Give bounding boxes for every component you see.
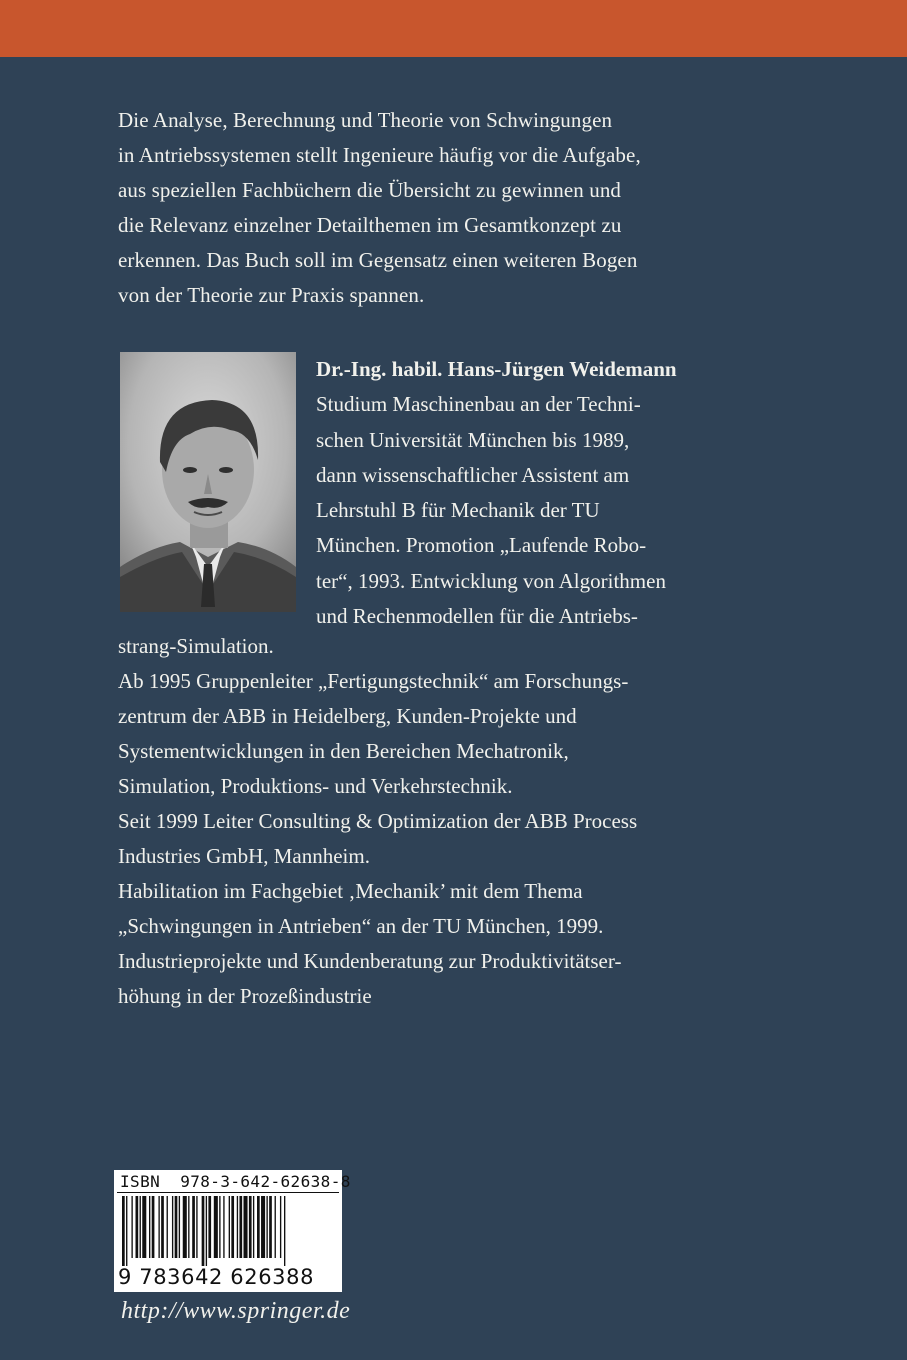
blurb-line: erkennen. Das Buch soll im Gegensatz einen weiteren Bogen	[118, 248, 638, 272]
blurb-line: von der Theorie zur Praxis spannen.	[118, 283, 425, 307]
barcode-bar	[149, 1196, 150, 1258]
barcode-bar	[131, 1196, 132, 1258]
barcode-bar	[179, 1196, 180, 1258]
barcode-bar	[196, 1196, 197, 1258]
barcode-bar	[188, 1196, 189, 1258]
barcode-bar	[183, 1196, 187, 1258]
bio-line: strang-Simulation.	[118, 634, 274, 658]
bio-line: Ab 1995 Gruppenleiter „Fertigungstechnik“ am Forschungs-	[118, 669, 629, 693]
barcode-bar	[161, 1196, 164, 1258]
barcode-bar	[239, 1196, 242, 1258]
bio-line: München. Promotion „Laufende Robo-	[316, 533, 647, 558]
bio-line: ter“, 1993. Entwicklung von Algorithmen	[316, 568, 666, 593]
barcode-bar	[275, 1196, 276, 1258]
barcode-bar	[192, 1196, 195, 1258]
barcode-bar	[158, 1196, 159, 1258]
author-bio-full	[118, 629, 637, 1014]
barcode-bar	[284, 1196, 285, 1266]
bio-line: schen Universität München bis 1989,	[316, 427, 630, 452]
barcode-bar	[231, 1196, 234, 1258]
barcode-bar	[206, 1196, 207, 1266]
bio-line: Habilitation im Fachgebiet ‚Mechanik’ mit dem Thema	[118, 879, 583, 903]
isbn-label: ISBN 978-3-642-62638-8	[120, 1172, 351, 1191]
blurb-line: die Relevanz einzelner Detailthemen im Gesamtkonzept zu	[118, 213, 622, 237]
barcode-bar	[202, 1196, 205, 1266]
barcode-bar	[280, 1196, 281, 1258]
barcode-digits: 9 783642 626388	[118, 1265, 315, 1289]
barcode-bar	[237, 1196, 238, 1258]
bio-line: Seit 1999 Leiter Consulting & Optimization der ABB Process	[118, 809, 638, 833]
blurb-line: aus speziellen Fachbüchern die Übersicht zu gewinnen und	[118, 178, 622, 202]
isbn-divider	[117, 1192, 339, 1193]
barcode-bar	[122, 1196, 125, 1266]
bio-line: und Rechenmodellen für die Antriebs-	[316, 604, 638, 629]
barcode-bars-icon	[122, 1196, 334, 1266]
bio-line: Lehrstuhl B für Mechanik der TU	[316, 498, 600, 523]
bio-line: zentrum der ABB in Heidelberg, Kunden-Projekte und	[118, 704, 577, 728]
barcode-bar	[140, 1196, 141, 1258]
barcode-bar	[142, 1196, 146, 1258]
barcode-bar	[214, 1196, 218, 1258]
top-color-band	[0, 0, 907, 57]
author-name: Dr.-Ing. habil. Hans-Jürgen Weidemann	[316, 357, 677, 381]
barcode-bar	[219, 1196, 220, 1258]
bio-line: Industrieprojekte und Kundenberatung zur Produktivitätser-	[118, 949, 622, 973]
barcode-bar	[152, 1196, 155, 1258]
barcode-bar	[269, 1196, 272, 1258]
author-bio-side	[316, 352, 677, 634]
bio-line: Systementwicklungen in den Bereichen Mechatronik,	[118, 739, 569, 763]
blurb-line: in Antriebssystemen stellt Ingenieure häufig vor die Aufgabe,	[118, 143, 641, 167]
barcode-bar	[249, 1196, 252, 1258]
barcode-bar	[172, 1196, 173, 1258]
barcode-bar	[244, 1196, 248, 1258]
blurb-text	[118, 103, 708, 313]
author-portrait-icon	[120, 352, 296, 612]
bio-line: dann wissenschaftlicher Assistent am	[316, 462, 630, 487]
barcode-bar	[253, 1196, 254, 1258]
barcode-bar	[136, 1196, 139, 1258]
publisher-url[interactable]: http://www.springer.de	[121, 1298, 351, 1324]
barcode-bar	[167, 1196, 168, 1258]
bio-line: Industries GmbH, Mannheim.	[118, 844, 370, 868]
barcode-bar	[126, 1196, 127, 1266]
author-photo	[120, 352, 296, 612]
barcode-bar	[261, 1196, 265, 1258]
bio-line: Simulation, Produktions- und Verkehrstechnik.	[118, 774, 513, 798]
isbn-barcode	[114, 1170, 351, 1292]
bio-line: Studium Maschinenbau an der Techni-	[316, 392, 641, 417]
barcode-bar	[175, 1196, 178, 1258]
barcode-bar	[223, 1196, 224, 1258]
barcode-bar	[229, 1196, 230, 1258]
barcode-bar	[208, 1196, 211, 1258]
barcode-bar	[257, 1196, 260, 1258]
blurb-line: Die Analyse, Berechnung und Theorie von Schwingungen	[118, 108, 613, 132]
barcode-bar	[266, 1196, 267, 1258]
bio-line: „Schwingungen in Antrieben“ an der TU München, 1999.	[118, 914, 604, 938]
bio-line: höhung in der Prozeßindustrie	[118, 984, 372, 1008]
